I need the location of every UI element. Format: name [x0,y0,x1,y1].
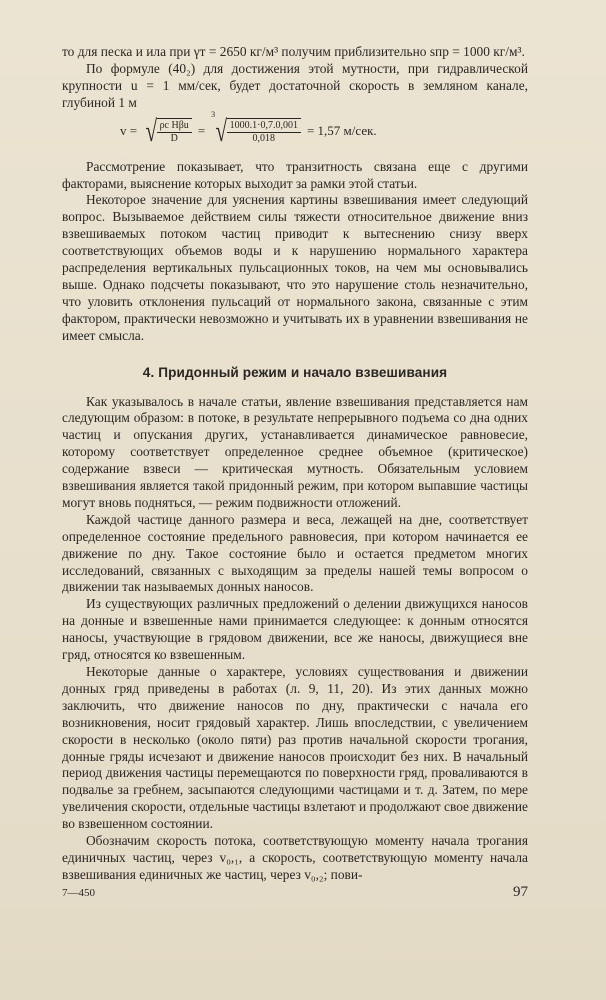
paragraph: Некоторые данные о характере, условиях существования и движении донных гряд приведены в работах (л. 9, 11, 20). Из этих данных можно заключить, что движение наносов по дну, практически с начала его возникновения, носит грядовый характер. Лишь впоследствии, с увеличением скорости в несколько (около пяти) раз против начальной скорости трогания, донные гряды исчезают и движение наносов происходит без них. В начальный период движения частицы перемещаются по поверхности гряд, проваливаются в подвалье за гребнем, засыпаются следующими частицами и т. д. Затем, по мере увеличения скорости, отдельные частицы взлетают и продолжают свое движение во взвешенном состоянии. [62,664,528,832]
paragraph-formula-intro: По формуле (40₂) для достижения этой мутности, при гидравлической крупности u = 1 мм/сек, будет достаточной скорость в земляном канале, глубиной 1 м [62,60,528,110]
formula-fraction-2 [227,118,301,145]
paragraph: Из существующих различных предложений о делении движущихся наносов на донные и взвешенные нами принимается следующее: к донным относятся наносы, участвующие в грядовом движении, все же наносы, движущиеся вне гряд, относятся ко взвешенным. [62,596,528,663]
fraction-2-denominator: 0,018 [252,133,276,145]
formula-equals: = [197,123,206,139]
paragraph-continuation: то для песка и ила при γт = 2650 кг/м³ получим приблизительно sпр = 1000 кг/м³. [62,44,525,59]
radical-sign-icon: √ [215,114,228,148]
root-index: 3 [211,110,216,120]
page-number: 97 [513,884,528,900]
formula-lhs: v = [120,123,138,139]
formula-radical-1 [143,114,192,148]
fraction-1-numerator: ρс Hβu [157,120,192,133]
printer-signature: 7—450 [62,887,95,899]
radical-sign-icon: √ [145,114,158,148]
body-text [62,44,528,884]
formula-radical-2 [213,114,301,148]
paragraph: Рассмотрение показывает, что транзитность связана еще с другими факторами, выяснение которых выходит за рамки этой статьи. [62,158,528,191]
page-footer [62,884,528,901]
paragraph: Как указывалось в начале статьи, явление взвешивания представляется нам следующим образом: в потоке, в результате непрерывного подъема со дна одних частиц и опускания других, устанавливается динамическое равновесие, которому соответствует определенное среднее объемное (критическое) содержание взвеси — критическая мутность. Обязательным условием взвешивания является такой придонный режим, при котором выпавшие частицы могут вновь подняться, — режим подвижности отложений. [62,393,528,510]
velocity-formula [120,110,528,148]
paragraph: Некоторое значение для уяснения картины взвешивания имеет следующий вопрос. Вызываемое действием силы тяжести относительное движение вниз взвешиваемых потоком частиц приводит к вытеснению снизу вверх соответствующих объемов воды и к нарушению нормального характера распределения вертикальных пульсационных токов, на чем мы основывались выше. Однако подсчеты показывают, что это нарушение столь незначительно, что уловить отклонения пульсаций от нормального закона, связанные с этим фактором, практически невозможно и учитывать их в уравнении взвешивания не имеет смысла. [62,192,528,343]
fraction-2-numerator: 1000.1·0,7.0,001 [227,120,301,133]
fraction-1-denominator: D [170,133,178,145]
formula-fraction-1 [157,118,192,145]
formula-result: = 1,57 м/сек. [306,123,377,139]
paragraph: Обозначим скорость потока, соответствующую моменту начала трогания единичных частиц, через v₀,₁, а скорость, соответствующую моменту начала взвешивания единичных же частиц, через v₀,₂; пови- [62,833,528,882]
paragraph: Каждой частице данного размера и веса, лежащей на дне, соответствует определенное состояние предельного равновесия, при котором начинается ее движение по дну. Такое состояние было и остается предметом многих исследований, связанных с выходящим за пределы нашей темы вопросом о движении так называемых донных наносов. [62,511,528,595]
section-heading: 4. Придонный режим и начало взвешивания [142,364,448,380]
